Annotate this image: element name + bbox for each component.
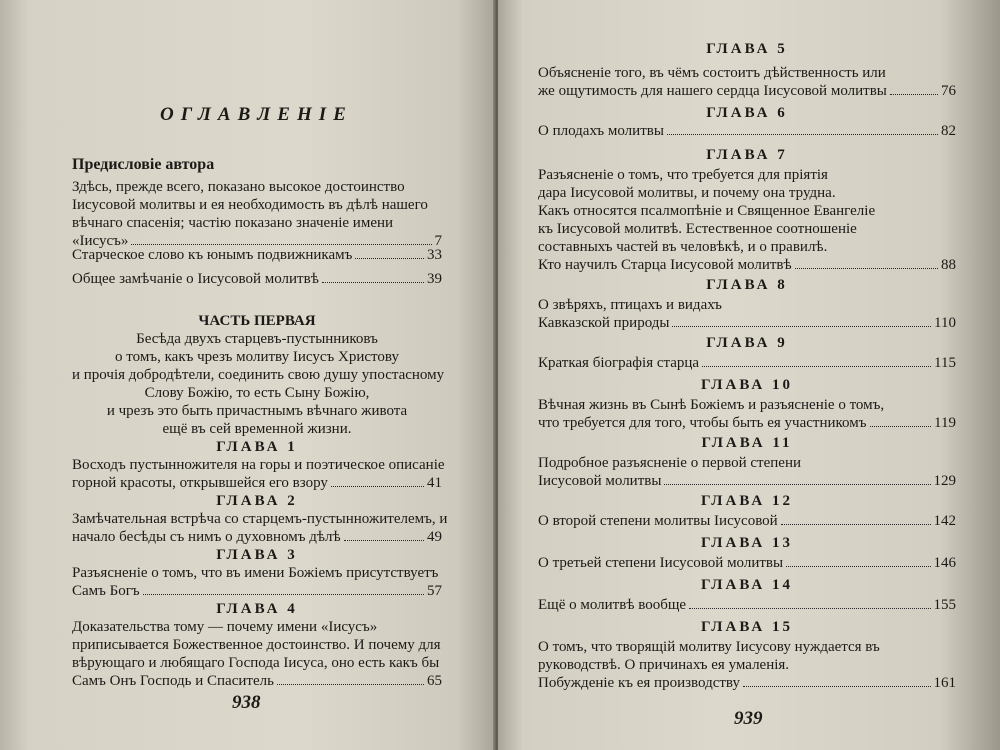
toc-entry [538, 596, 956, 614]
toc-entry [72, 528, 442, 546]
chapter-line: Какъ относятся псалмопѣніе и Священное Евангеліе [538, 203, 876, 219]
dot-leader [689, 608, 930, 609]
page-number: 39 [427, 271, 442, 287]
chapter-line: дара Іисусовой молитвы, и почему она трудна. [538, 185, 836, 201]
chapter-label: ГЛАВА 2 [216, 493, 298, 509]
dot-leader [331, 486, 424, 487]
chapter-line: Краткая біографія старца [538, 355, 700, 371]
chapter-line: О томъ, что творящій молитву Іисусову нуждается въ [538, 639, 880, 655]
chapter-label: ГЛАВА 11 [701, 435, 793, 451]
page-number: 57 [427, 583, 442, 599]
page-number: 88 [941, 257, 956, 273]
chapter-line: О звѣряхъ, птицахъ и видахъ [538, 297, 722, 313]
dot-leader [781, 524, 931, 525]
dot-leader [344, 540, 424, 541]
part-line: Бесѣда двухъ старцевъ-пустынниковъ [136, 331, 378, 347]
chapter-label: ГЛАВА 12 [701, 493, 793, 509]
entry-text: Старческое слово къ юнымъ подвижникамъ [72, 247, 353, 263]
page-number: 155 [933, 597, 956, 613]
chapter-label: ГЛАВА 9 [706, 335, 788, 351]
chapter-line: Разъясненіе о томъ, что требуется для пріятія [538, 167, 828, 183]
toc-entry [538, 354, 956, 372]
chapter-label: ГЛАВА 6 [706, 105, 788, 121]
part-line: и прочія добродѣтели, соединить свою душу упостасному [72, 367, 445, 383]
chapter-label: ГЛАВА 8 [706, 277, 788, 293]
page-number: 119 [934, 415, 956, 431]
part-line: и чрезъ это быть причастнымъ вѣчнаго живота [106, 403, 408, 419]
dot-leader [786, 566, 930, 567]
preface-title: Предисловіе автора [72, 156, 215, 173]
page-number: 110 [934, 315, 956, 331]
page-number: 142 [933, 513, 956, 529]
chapter-line: О плодахъ молитвы [538, 123, 664, 139]
page-folio: 938 [232, 692, 261, 713]
dot-leader [795, 268, 938, 269]
page-number: 49 [427, 529, 442, 545]
chapter-label: ГЛАВА 7 [706, 147, 788, 163]
page-number: 65 [427, 673, 442, 689]
part-title: ЧАСТЬ ПЕРВАЯ [198, 313, 316, 329]
chapter-line: О третьей степени Іисусовой молитвы [538, 555, 784, 571]
dot-leader [322, 282, 424, 283]
chapter-line: Восходъ пустынножителя на горы и поэтическое описаніе [72, 457, 445, 473]
chapter-line: Вѣчная жизнь въ Сынѣ Божіемъ и разъясненіе о томъ, [538, 397, 885, 413]
dot-leader [667, 134, 938, 135]
chapter-label: ГЛАВА 4 [216, 601, 298, 617]
chapter-line: Самъ Богъ [72, 583, 140, 599]
toc-entry [72, 270, 442, 288]
chapter-line: Іисусовой молитвы [538, 473, 662, 489]
chapter-line: что требуется для того, чтобы быть ея участникомъ [538, 415, 867, 431]
chapter-line: составныхъ частей въ человѣкѣ, и о правилѣ. [538, 239, 828, 255]
chapter-label: ГЛАВА 13 [701, 535, 793, 551]
page-number: 76 [941, 83, 956, 99]
dot-leader [277, 684, 424, 685]
preface-line: вѣчнаго спасенія; частію показано значеніе имени [72, 215, 394, 231]
dot-leader [702, 366, 931, 367]
chapter-label: ГЛАВА 14 [701, 577, 793, 593]
chapter-line: Самъ Онъ Господь и Спаситель [72, 673, 274, 689]
toc-entry [538, 674, 956, 692]
preface-line: Здѣсь, прежде всего, показано высокое достоинство [72, 179, 405, 195]
toc-entry [72, 246, 442, 264]
chapter-line: Доказательства тому — почему имени «Іисусъ» [72, 619, 378, 635]
chapter-label: ГЛАВА 10 [701, 377, 793, 393]
chapter-line: Кавказской природы [538, 315, 670, 331]
left-page [0, 0, 496, 750]
page-number: 115 [934, 355, 956, 371]
contents-heading: ОГЛАВЛЕНІЕ [160, 104, 353, 125]
right-page [498, 0, 1000, 750]
chapter-line: къ Іисусовой молитвѣ. Естественное соотношеніе [538, 221, 857, 237]
page-number: 41 [427, 475, 442, 491]
entry-text: Общее замѣчаніе о Іисусовой молитвѣ [72, 271, 319, 287]
toc-entry [538, 256, 956, 274]
toc-entry [72, 582, 442, 600]
chapter-line: Кто научилъ Старца Іисусовой молитвѣ [538, 257, 792, 273]
dot-leader [672, 326, 931, 327]
chapter-line: Побужденіе къ ея производству [538, 675, 740, 691]
page-number: 146 [933, 555, 956, 571]
chapter-line: Объясненіе того, въ чёмъ состоитъ дѣйственность или [538, 65, 886, 81]
toc-entry [538, 122, 956, 140]
chapter-line: горной красоты, открывшейся его взору [72, 475, 328, 491]
page-number: 129 [933, 473, 956, 489]
chapter-line: Разъясненіе о томъ, что въ имени Божіемъ присутствуетъ [72, 565, 439, 581]
chapter-label: ГЛАВА 3 [216, 547, 298, 563]
toc-entry [72, 474, 442, 492]
chapter-label: ГЛАВА 15 [701, 619, 793, 635]
chapter-line: начало бесѣды съ нимъ о духовномъ дѣлѣ [72, 529, 341, 545]
part-line: о томъ, какъ чрезъ молитву Іисусъ Христову [115, 349, 399, 365]
toc-entry [538, 82, 956, 100]
chapter-line: О второй степени молитвы Іисусовой [538, 513, 778, 529]
preface-line: Іисусовой молитвы и ея необходимость въ дѣлѣ нашего [72, 197, 428, 213]
dot-leader [890, 94, 938, 95]
toc-entry [538, 512, 956, 530]
chapter-line: Ещё о молитвѣ вообще [538, 597, 687, 613]
chapter-label: ГЛАВА 1 [216, 439, 298, 455]
toc-entry [538, 554, 956, 572]
page-number: 82 [941, 123, 956, 139]
dot-leader [743, 686, 931, 687]
chapter-line: вѣрующаго и любящаго Господа Іисуса, оно есть какъ бы [72, 655, 440, 671]
page-number: 7 [434, 233, 442, 249]
dot-leader [355, 258, 424, 259]
page-number: 161 [933, 675, 956, 691]
chapter-line: Замѣчательная встрѣча со старцемъ-пустынножителемъ, и [72, 511, 448, 527]
toc-entry [538, 414, 956, 432]
page-number: 33 [427, 247, 442, 263]
dot-leader [664, 484, 930, 485]
toc-entry [538, 314, 956, 332]
toc-entry [72, 672, 442, 690]
chapter-line: руководствѣ. О причинахъ ея умаленія. [538, 657, 790, 673]
chapter-line: же ощутимость для нашего сердца Іисусовой молитвы [538, 83, 887, 99]
dot-leader [131, 244, 431, 245]
chapter-label: ГЛАВА 5 [706, 41, 788, 57]
dot-leader [870, 426, 932, 427]
preface-line: «Іисусъ» [72, 233, 129, 249]
chapter-line: Подробное разъясненіе о первой степени [538, 455, 802, 471]
chapter-line: приписывается Божественное достоинство. И почему для [72, 637, 441, 653]
part-line: ещё въ сей временной жизни. [162, 421, 352, 437]
dot-leader [143, 594, 424, 595]
toc-entry [538, 472, 956, 490]
page-folio: 939 [734, 708, 763, 729]
part-line: Слову Божію, то есть Сыну Божію, [144, 385, 370, 401]
